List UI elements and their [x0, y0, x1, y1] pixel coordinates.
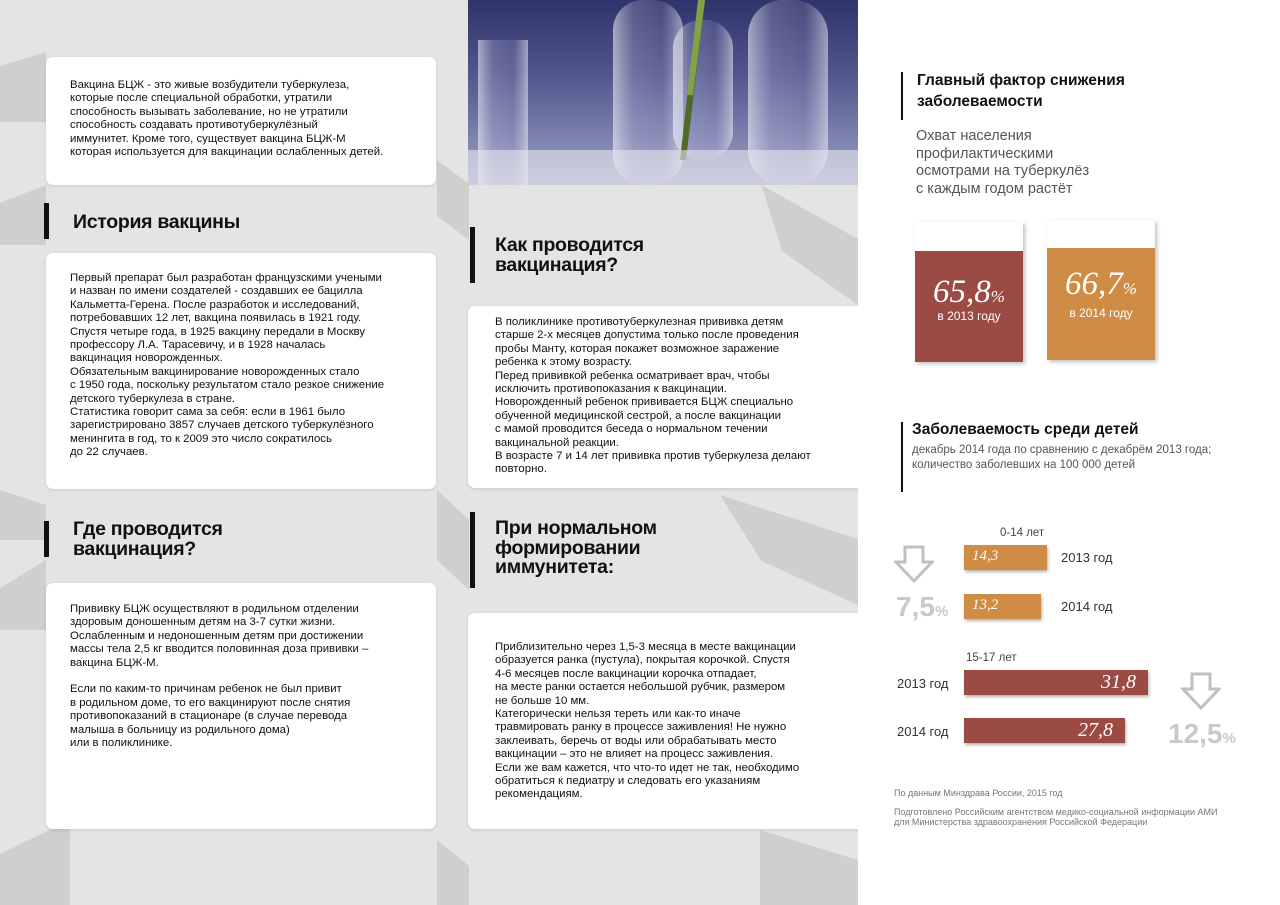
- bar-label-0-14-2013: 2013 год: [1061, 550, 1113, 565]
- history-text: Первый препарат был разработан французскими учеными и назван по имени создателей - создавших ее бацилла Кальметта-Герена. После разработок и исследований, потребовавших 12 лет, вакцина появилась в 1921 году. Спустя четыре года, в 1925 вакцину передали в Москву профессору Л.А. Тарасевичу, и в 1928 началась вакцинация новорожденных. Обязательным вакцинирование новорожденных стало с 1950 года, поскольку результатом стало резкое снижение детского туберкулеза в стране. Статистика говорит сама за себя: если в 1961 было зарегистрировано 3857 случаев детского туберкулёзного менингита в год, то к 2009 это число сократилось до 22 случаев.: [70, 272, 385, 459]
- coverage-label-2014: в 2014 году: [1069, 306, 1133, 320]
- where-card: [46, 583, 436, 829]
- where-heading-bar: [44, 521, 49, 557]
- factor-heading-bar: [901, 72, 903, 120]
- bar-label-15-17-2013: 2013 год: [897, 676, 949, 691]
- bar-label-15-17-2014: 2014 год: [897, 724, 949, 739]
- factor-subtitle: Охват населения профилактическими осмотрами на туберкулёз с каждым годом растёт: [916, 128, 1090, 197]
- bar-15-17-2014: [964, 718, 1125, 743]
- children-heading-bar: [901, 422, 903, 492]
- bar-value-0-14-2013: 14,3: [972, 548, 999, 564]
- normal-card: [468, 613, 858, 829]
- chart: [860, 500, 1280, 770]
- how-heading: Как проводится вакцинация?: [495, 234, 644, 276]
- bar-0-14-2013: [964, 545, 1047, 570]
- down-arrow-icon-15-17: [1181, 672, 1221, 710]
- how-heading-bar: [470, 227, 475, 283]
- bar-value-15-17-2013: 31,8: [1101, 671, 1136, 693]
- normal-heading-bar: [470, 512, 475, 588]
- bar-value-15-17-2014: 27,8: [1078, 719, 1113, 741]
- coverage-label-2013: в 2013 году: [937, 309, 1001, 323]
- source-note: По данным Минздрава России, 2015 год: [894, 788, 1063, 798]
- intro-text: Вакцина БЦЖ - это живые возбудители туберкулеза, которые после специальной обработки, утратили способность вызывать заболевание, но не утратили способность создавать противотуберкулёзный иммунитет. Кроме того, существует вакцина БЦЖ-М которая используется для вакцинации ослабленных детей.: [70, 79, 384, 159]
- down-arrow-icon-0-14: [894, 545, 934, 583]
- coverage-value-2013: 65,8%: [933, 274, 1005, 310]
- credit-note: Подготовлено Российским агентством медико-социальной информации АМИ для Министерства здравоохранения Российской Федерации: [894, 807, 1218, 827]
- where-heading: Где проводится вакцинация?: [73, 518, 223, 560]
- bar-value-0-14-2014: 13,2: [972, 597, 999, 613]
- coverage-box-2014: [1047, 220, 1155, 360]
- normal-text: Приблизительно через 1,5-3 месяца в месте вакцинации образуется ранка (пустула), покрытая корочкой. Спустя 4-6 месяцев после вакцинации корочка отпадает, на месте ранки остается небольшой рубчик, размером не больше 10 мм. Категорически нельзя тереть или как-то иначе травмировать ранку в процессе заживления! Не нужно заклеивать, беречь от воды или обрабатывать место вакцинации – это не влияет на процесс заживления. Если же вам кажется, что что-то идет не так, необходимо обратиться к педиатру и следовать его указаниям рекомендациям.: [495, 641, 800, 801]
- coverage-value-2014: 66,7%: [1065, 266, 1137, 302]
- children-subtitle: декабрь 2014 года по сравнению с декабрём 2013 года; количество заболевших на 100 000 детей: [912, 444, 1212, 471]
- coverage-fill-2014: [1047, 248, 1155, 360]
- children-title: Заболеваемость среди детей: [912, 421, 1139, 438]
- intro-card: [46, 57, 436, 185]
- group-label-15-17: 15-17 лет: [966, 652, 1017, 664]
- how-card: [468, 306, 858, 488]
- bar-0-14-2014: [964, 594, 1041, 619]
- how-text: В поликлинике противотуберкулезная прививка детям старше 2-х месяцев допустима только после проведения пробы Манту, которая покажет возможное заражение ребенка к этому возрасту. Перед прививкой ребенка осматривает врач, чтобы исключить противопоказания к вакцинации. Новорожденный ребенок прививается БЦЖ специально обученной медицинской сестрой, а после вакцинации с мамой проводится беседа о нормальном течении вакцинальной реакции. В возрасте 7 и 14 лет прививка против туберкулеза делают повторно.: [495, 316, 811, 476]
- bar-label-0-14-2014: 2014 год: [1061, 599, 1113, 614]
- factor-title: Главный фактор снижения заболеваемости: [917, 72, 1125, 110]
- change-0-14: 7,5%: [896, 591, 949, 622]
- normal-heading: При нормальном формировании иммунитета:: [495, 517, 657, 578]
- history-heading: История вакцины: [73, 211, 241, 233]
- history-heading-bar: [44, 203, 49, 239]
- coverage-box-2013: [915, 222, 1023, 362]
- change-15-17: 12,5%: [1168, 718, 1236, 749]
- history-card: [46, 253, 436, 489]
- group-label-0-14: 0-14 лет: [1000, 527, 1045, 539]
- test-tubes-photo: [468, 0, 858, 185]
- bar-15-17-2013: [964, 670, 1148, 695]
- where-text: Прививку БЦЖ осуществляют в родильном отделении здоровым доношенным детям на 3-7 сутки жизни. Ослабленным и недоношенным детям при достижении массы тела 2,5 кг вводится половинная доза прививки – вакцина БЦЖ-М. Если по каким-то причинам ребенок не был привит в родильном доме, то его вакцинируют после снятия противопоказаний в стационаре (в случае перевода малыша в больницу из родильного дома) или в поликлинике.: [70, 603, 369, 750]
